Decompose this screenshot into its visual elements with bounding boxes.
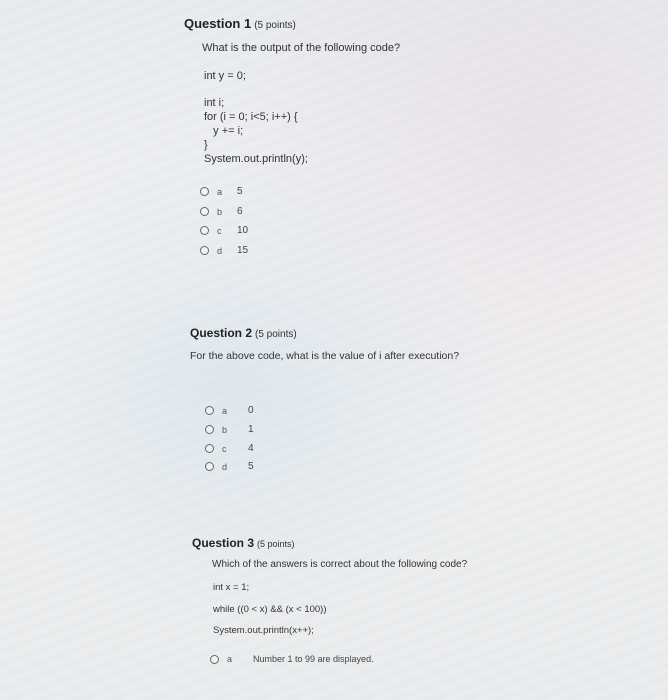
question-2-option-b[interactable] (205, 424, 254, 435)
option-letter: a (222, 405, 228, 416)
question-1-option-b[interactable] (200, 206, 243, 217)
option-letter: b (217, 206, 223, 217)
question-3-option-a[interactable] (210, 654, 374, 664)
question-1-title: Question 1 (5 points) (184, 16, 296, 31)
question-3-points: (5 points) (257, 539, 295, 549)
radio-button[interactable] (205, 406, 214, 415)
question-1-code-line-3: int i; (204, 97, 225, 109)
option-value: 4 (248, 443, 254, 454)
question-1-code-line-6: } (204, 139, 208, 151)
radio-button[interactable] (200, 207, 209, 216)
option-letter: a (227, 654, 233, 664)
option-letter: c (217, 225, 222, 236)
question-3-code-line-2: while ((0 < x) && (x < 100)) (213, 604, 327, 615)
option-value: 15 (237, 245, 249, 256)
question-2-title: Question 2 (5 points) (190, 326, 297, 340)
option-value: 5 (248, 461, 254, 472)
question-3-title: Question 3 (5 points) (192, 536, 295, 550)
option-value: Number 1 to 99 are displayed. (253, 654, 374, 664)
option-value: 10 (237, 225, 249, 236)
question-1-prompt: What is the output of the following code? (202, 42, 401, 54)
question-3 (192, 536, 295, 550)
question-2-points: (5 points) (255, 329, 297, 340)
question-1-points: (5 points) (254, 20, 296, 31)
question-3-prompt: Which of the answers is correct about the following code? (212, 559, 468, 570)
radio-button[interactable] (205, 425, 214, 434)
question-3-code-line-1: int x = 1; (213, 582, 250, 593)
option-letter: d (222, 461, 228, 472)
question-1-option-c[interactable] (200, 225, 248, 236)
question-1 (184, 16, 296, 31)
radio-button[interactable] (205, 462, 214, 471)
question-1-code-line-7: System.out.println(y); (204, 153, 308, 165)
option-value: 6 (237, 206, 243, 217)
radio-button[interactable] (200, 226, 209, 235)
option-letter: d (217, 245, 223, 256)
question-2-option-a[interactable] (205, 405, 254, 416)
radio-button[interactable] (205, 444, 214, 453)
question-1-option-a[interactable] (200, 186, 243, 197)
question-2-option-d[interactable] (205, 461, 254, 472)
option-value: 0 (248, 405, 254, 416)
option-value: 1 (248, 424, 254, 435)
radio-button[interactable] (210, 655, 219, 664)
question-2 (190, 326, 297, 340)
question-1-option-d[interactable] (200, 245, 248, 256)
question-1-code-line-1: int y = 0; (204, 70, 246, 82)
question-1-code-line-4: for (i = 0; i<5; i++) { (204, 111, 298, 123)
radio-button[interactable] (200, 246, 209, 255)
question-2-prompt: For the above code, what is the value of i after execution? (190, 350, 460, 362)
option-value: 5 (237, 186, 243, 197)
question-2-option-c[interactable] (205, 443, 254, 454)
radio-button[interactable] (200, 187, 209, 196)
option-letter: b (222, 424, 228, 435)
option-letter: a (217, 186, 223, 197)
question-3-code-line-3: System.out.println(x++); (213, 625, 314, 636)
option-letter: c (222, 443, 227, 454)
question-1-code-line-5: y += i; (204, 125, 244, 137)
